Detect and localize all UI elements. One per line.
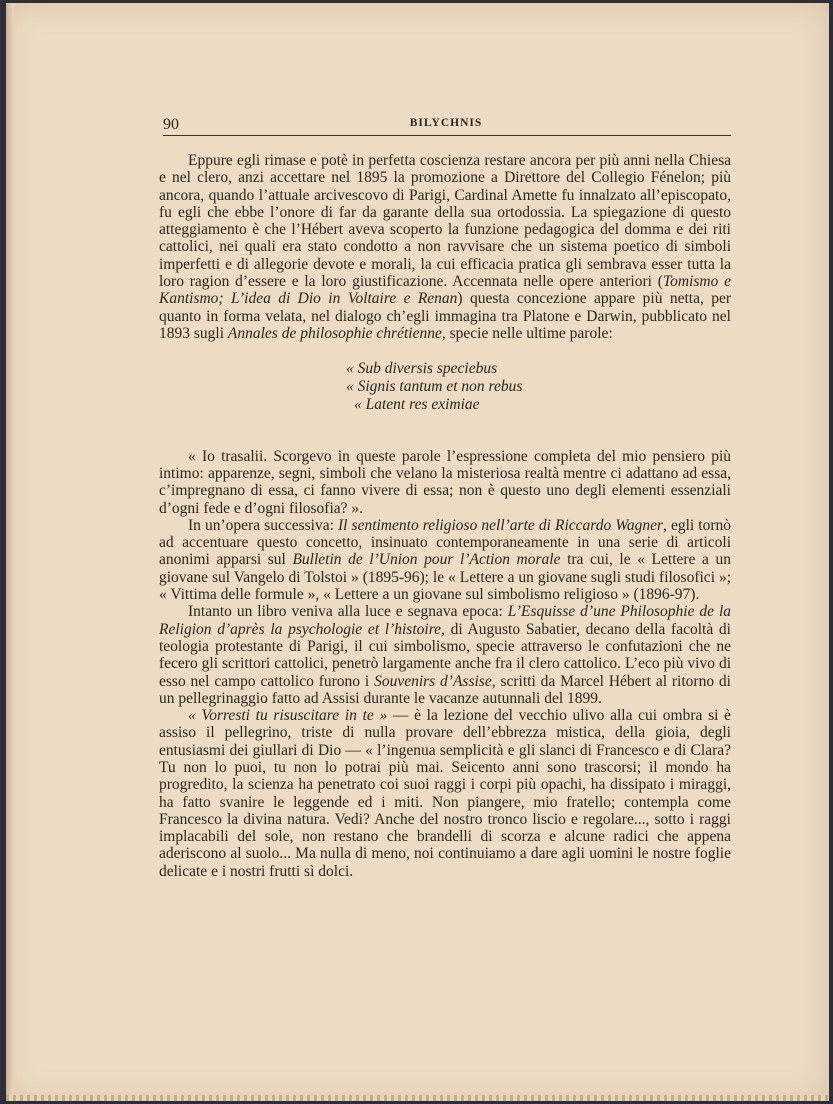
italic-title: Annales de philosophie chrétienne xyxy=(227,324,442,342)
italic-title: Il sentimento religioso nell’arte di Riccardo Wagner xyxy=(337,516,663,534)
text-run: , scritti da Marcel Hébert al ritorno di un pellegrinaggio fatto ad Assisi durante le vacanze autunnali del 1899. xyxy=(159,672,731,707)
page-binding-edge xyxy=(6,3,14,1101)
text-run: ) questa concezione appare più netta, per quanto in forma velata, nel dialogo ch’egli immagina tra Platone e Darwin, pubblicato nel 1893 sugli xyxy=(159,290,732,342)
paragraph-5 xyxy=(159,707,731,880)
text-run: Intanto un libro veniva alla luce e segnava epoca: xyxy=(188,603,508,621)
verse-line: « Signis tantum et non rebus xyxy=(346,378,523,396)
verse-line: « Latent res eximiae xyxy=(354,395,480,413)
text-run: In un’opera successiva: xyxy=(188,516,338,534)
paragraph-3 xyxy=(159,517,731,603)
text-run: , specie nelle ultime parole: xyxy=(441,324,613,342)
latin-verse xyxy=(159,360,731,413)
italic-title: Bulletin de l’Union pour l’Action morale xyxy=(292,551,561,569)
paragraph-1 xyxy=(159,152,731,342)
verse-line: « Sub diversis speciebus xyxy=(346,360,498,378)
body-text xyxy=(159,152,731,880)
spacer xyxy=(159,432,731,448)
text-run: — è la lezione del vecchio ulivo alla cui ombra si è assiso il pellegrino, triste di nulla provare dell’ebbrezza mistica, della gioia, degli entusiasmi dei giullari di Dio — « l’ingenua semplicità e gli slanci di Francesco e di Clara? Tu non lo puoi, tu non lo potrai più mai. Seicento anni sono trascorsi; il mondo ha progredito, la scienza ha penetrato coi suoi raggi i corpi più opachi, ha dissipato i miraggi, ha fatto svanire le leggende ed i miti. Non piangere, mio fratello; contempla come Francesco la divina natura. Vedi? Anche del nostro tronco liscio e regolare..., sotto i raggi implacabili del sole, non restano che brandelli di scorza e alcune radici che appena aderiscono al suolo... Ma nulla di meno, noi continuiamo a dare agli uomini le nostre foglie delicate e i nostri frutti sì dolci. xyxy=(159,707,731,880)
page-bottom-edge xyxy=(6,1095,829,1101)
text-run: tra cui, le « Lettere a un giovane sul Vangelo di Tolstoi » (1895-96); le « Lettere a un giovane sugli studi filosofici »; « Vittima delle formule », « Lettere a un giovane sul simbolismo religioso » (1896-97). xyxy=(159,551,731,604)
italic-title: L’Esquisse d’une Philosophie de la Religion d’après la psychologie et l’histoire xyxy=(159,603,731,638)
text-run: , egli tornò ad accentuare questo concetto, insinuato contemporaneamente in una serie di articoli anonimi apparsi sul xyxy=(159,516,731,569)
page-number: 90 xyxy=(163,116,179,133)
paragraph-4 xyxy=(159,603,731,707)
italic-title: Souvenirs d’Assise xyxy=(374,672,492,690)
paragraph-2: « Io trasalii. Scorgevo in queste parole l’espressione completa del mio pensiero più intimo: apparenze, segni, simboli che velano la misteriosa realtà mentre ci adattano ad essa, c’impregnano di essa, ci fanno vivere di essa; non è questo uno degli elementi essenziali d’ogni fede e d’ogni filosofia? ». xyxy=(159,447,731,517)
page-header xyxy=(163,116,729,136)
text-run: Eppure egli rimase e potè in perfetta coscienza restare ancora per più anni nella Chiesa e nel clero, anzi accettare nel 1895 la promozione a Direttore del Collegio Fénelon; più ancora, quando l’attuale arcivescovo di Parigi, Cardinal Amette fu innalzato all’episcopato, fu egli che ebbe l’onore di far da garante della sua ortodossia. La spiegazione di questo atteggiamento è che l’Hébert aveva scoperto la funzione pedagogica del domma e dei riti cattolici, nei quali era stato condotto a non ravvisare che un sistema poetico di simboli imperfetti e di allegorie devote e morali, la cui efficacia pratica gli sembrava esser tutta la loro ragion d’essere e la loro giustificazione. Accennata nelle opere anteriori ( xyxy=(159,152,731,291)
header-rule xyxy=(163,135,731,136)
running-title: BILYCHNIS xyxy=(409,117,483,129)
italic-title: Tomismo e Kantismo; L’idea di Dio in Voltaire e Renan xyxy=(159,273,731,308)
text-run: , di Augusto Sabatier, decano della facoltà di teologia protestante di Parigi, il cui simbolismo, specie attraverso le confutazioni che ne fecero gli scrittori cattolici, penetrò largamente anche fra il clero cattolico. L’eco più vivo di esso nel campo cattolico furono i xyxy=(159,620,731,690)
italic-quote: « Vorresti tu risuscitare in te » xyxy=(188,707,388,725)
